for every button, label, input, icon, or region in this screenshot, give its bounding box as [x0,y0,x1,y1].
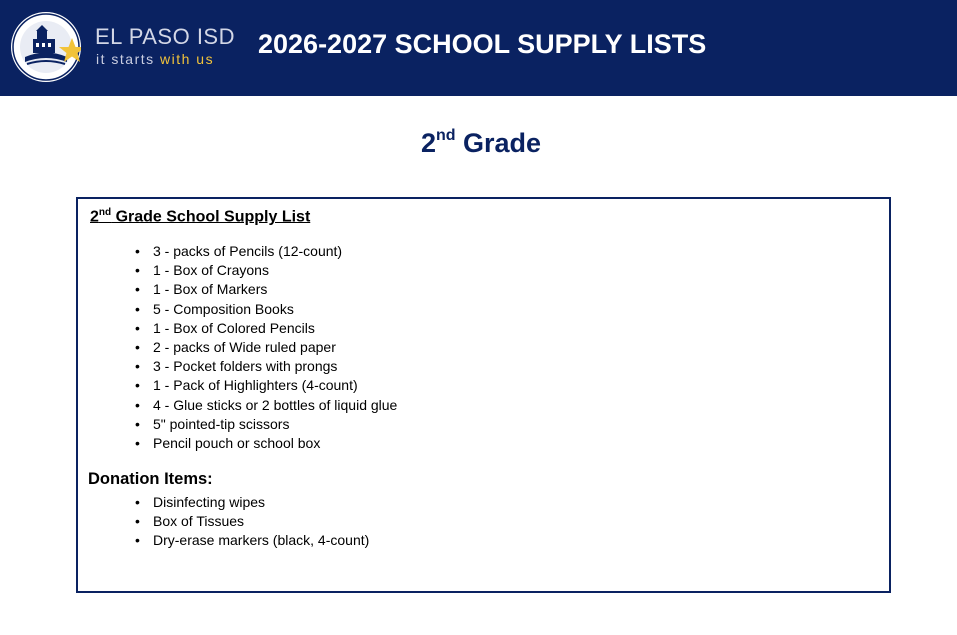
list-item: • 5" pointed-tip scissors [153,415,397,434]
brand-name: EL PASO ISD [95,24,235,49]
list-item: • 1 - Box of Colored Pencils [153,319,397,338]
tagline-start: it starts [96,51,161,67]
list-item: • 4 - Glue sticks or 2 bottles of liquid glue [153,396,397,415]
title-number: 2 [90,208,99,226]
supply-items-list [153,242,397,453]
grade-number: 2 [420,128,436,158]
district-seal-icon [11,12,81,82]
grade-heading [0,128,957,159]
list-item: • 1 - Pack of Highlighters (4-count) [153,376,397,395]
list-item: • 1 - Box of Markers [153,280,397,299]
supply-list-title [90,207,310,226]
donation-title: Donation Items: [88,470,213,488]
tagline-end: with us [160,51,215,67]
list-item: • Disinfecting wipes [153,493,369,512]
list-item: • 5 - Composition Books [153,300,397,319]
list-item: • Dry-erase markers (black, 4-count) [153,531,369,550]
list-item: • 1 - Box of Crayons [153,261,397,280]
header-title: 2026-2027 SCHOOL SUPPLY LISTS [258,29,707,59]
title-suffix: nd [98,207,112,218]
donation-items-list [153,493,369,551]
title-rest: Grade School Supply List [111,208,311,226]
supply-list-box [76,197,891,593]
page-header [0,0,957,96]
list-item: • 2 - packs of Wide ruled paper [153,338,397,357]
list-item: • Pencil pouch or school box [153,434,397,453]
list-item: • 3 - packs of Pencils (12-count) [153,242,397,261]
list-item: • Box of Tissues [153,512,369,531]
brand-tagline [96,51,214,67]
grade-suffix: nd [435,127,456,144]
list-item: • 3 - Pocket folders with prongs [153,357,397,376]
grade-word: Grade [455,128,542,158]
